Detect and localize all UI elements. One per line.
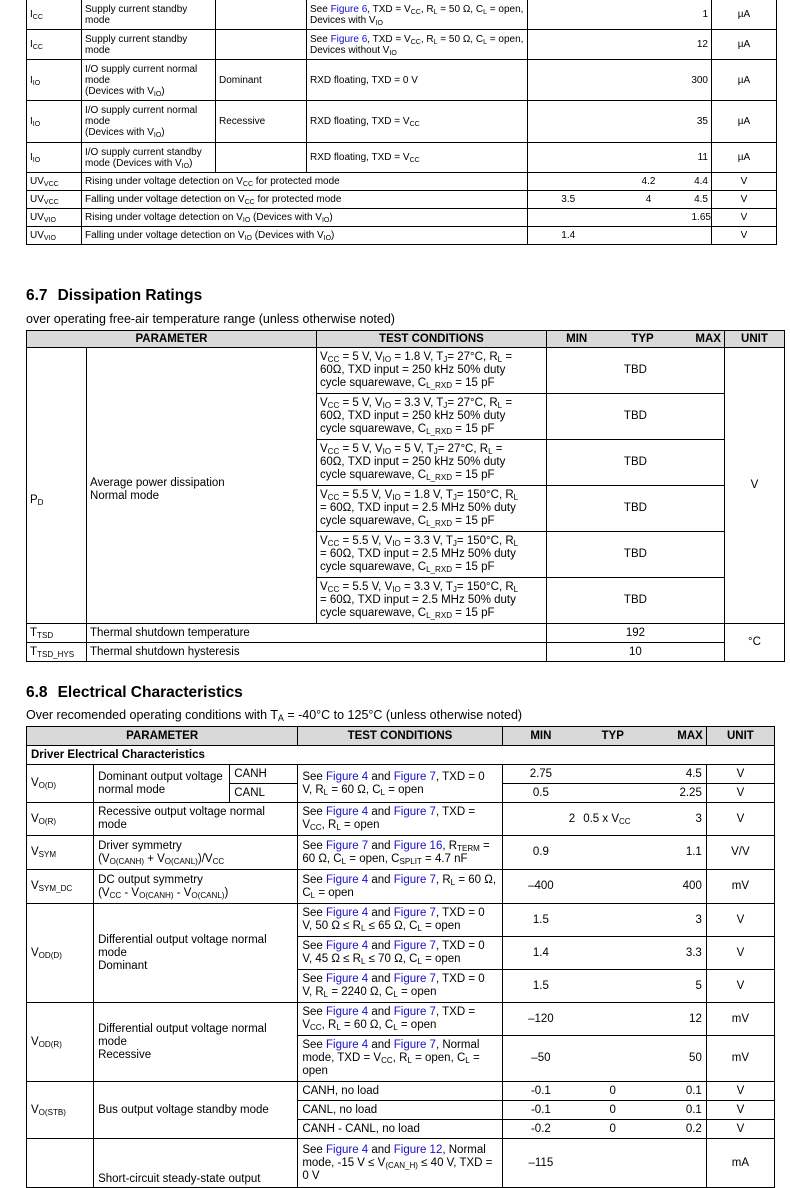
min-cell: –50 xyxy=(502,1036,579,1082)
max-cell: 2.25 xyxy=(646,784,706,803)
symbol-cell: $T_{TSD\_HYS}$ xyxy=(27,643,87,662)
figure-7-link[interactable]: Figure 7 xyxy=(393,907,436,919)
unit-cell: V xyxy=(712,227,777,245)
unit-cell: V xyxy=(706,784,774,803)
max-cell: 35 xyxy=(528,101,712,143)
min-cell: –400 xyxy=(502,870,579,904)
symbol-cell: $V_{SYM\_DC}$ xyxy=(27,870,94,904)
header-test-conditions: TEST CONDITIONS xyxy=(298,727,502,746)
max-cell: 4.5 xyxy=(646,765,706,784)
param-cell: DC output symmetry $(V_{CC} - V_{O(CANH)} - V_{O(CANL)})$ xyxy=(94,870,298,904)
typ-cell: 0 xyxy=(579,1120,646,1139)
table-row xyxy=(27,209,777,227)
unit-cell: V xyxy=(706,904,774,937)
test-cell: RXD floating, TXD = $V_{CC}$ xyxy=(307,143,528,173)
symbol-cell: $I_{IO}$ xyxy=(27,143,82,173)
table-row xyxy=(27,643,785,662)
unit-cell: µA xyxy=(712,30,777,60)
symbol-cell: $UV_{VIO}$ xyxy=(27,227,82,245)
test-cell: See Figure 6, TXD = $V_{CC}$, $R_L = 50$ Ω, $C_L$ = open, Devices without $V_{IO}$ xyxy=(307,30,528,60)
symbol-cell: $V_{O(STB)}$ xyxy=(27,1082,94,1139)
max-cell: 1.1 xyxy=(646,836,706,870)
symbol-cell: $V_{OD(R)}$ xyxy=(27,1003,94,1082)
cond-canl: CANL xyxy=(230,784,298,803)
min-cell: -0.1 xyxy=(502,1082,579,1101)
unit-cell: µA xyxy=(712,101,777,143)
figure-7-link[interactable]: Figure 7 xyxy=(393,973,436,985)
table-header-row xyxy=(27,331,785,348)
typ-cell xyxy=(609,227,689,245)
typ-cell: 192 xyxy=(546,624,724,643)
figure-4-link[interactable]: Figure 4 xyxy=(326,1006,369,1018)
symbol-cell: $UV_{VIO}$ xyxy=(27,209,82,227)
min-cell: –120 xyxy=(502,1003,579,1036)
test-cell: See Figure 6, TXD = $V_{CC}$, $R_L = 50$ Ω, $C_L$ = open, Devices with $V_{IO}$ xyxy=(307,0,528,30)
table-row xyxy=(27,1139,775,1188)
min-cell: 0.9 xyxy=(502,836,579,870)
typ-cell: TBD xyxy=(546,532,724,578)
typ-cell: 4.2 xyxy=(609,173,689,191)
typ-cell xyxy=(579,904,646,937)
param-cell: Differential output voltage normal mode Recessive xyxy=(94,1003,298,1082)
figure-7-link[interactable]: Figure 7 xyxy=(393,1039,436,1051)
typ-cell: 0.5 x $V_{CC}$ xyxy=(579,803,646,836)
typ-cell xyxy=(579,1003,646,1036)
max-cell: 0.1 xyxy=(646,1082,706,1101)
typ-cell xyxy=(579,870,646,904)
test-cell: RXD floating, TXD = $V_{CC}$ xyxy=(307,101,528,143)
unit-cell: µA xyxy=(712,0,777,30)
param-cell: I/O supply current normal mode (Devices with $V_{IO}$) xyxy=(82,60,216,101)
typ-cell: TBD xyxy=(546,394,724,440)
typ-cell xyxy=(579,836,646,870)
section-6-8-subtitle: Over recomended operating conditions with $T_A = -40^\circ C$ to 125°C (unless otherwise noted) xyxy=(26,708,523,723)
table-row xyxy=(27,0,777,30)
typ-cell: 10 xyxy=(546,643,724,662)
max-cell: 0.2 xyxy=(646,1120,706,1139)
header-typ: TYP xyxy=(579,727,646,746)
unit-cell: mV xyxy=(706,1003,774,1036)
section-6-7-heading: 6.7 Dissipation Ratings xyxy=(26,287,203,304)
section-6-7-subtitle: over operating free-air temperature range (unless otherwise noted) xyxy=(26,312,395,326)
table-row xyxy=(27,173,777,191)
max-cell: 0.1 xyxy=(646,1101,706,1120)
table-row xyxy=(27,624,785,643)
header-typ: TYP xyxy=(606,331,678,348)
param-cell: Supply current standby mode xyxy=(82,0,216,30)
test-cell: See Figure 4 and Figure 12, Normal mode, -15 $V \le V_{(CAN\_H)} \le 40$ V, TXD = 0 V xyxy=(298,1139,502,1188)
max-cell: 300 xyxy=(528,60,712,101)
figure-7-link[interactable]: Figure 7 xyxy=(393,873,436,886)
table-row xyxy=(27,60,777,101)
param-cell: Rising under voltage detection on $V_{CC}$ for protected mode xyxy=(82,173,528,191)
header-min: MIN xyxy=(546,331,606,348)
param-cell: Thermal shutdown hysteresis xyxy=(87,643,547,662)
test-cell: CANH - CANL, no load xyxy=(298,1120,502,1139)
cond-canh: CANH xyxy=(230,765,298,784)
test-cell: $V_{CC} = 5$ V, $V_{IO} = 5$ V, $T_J= 27^\circ C$, $R_L$ = 60Ω, TXD input = 250 kHz 50% duty cycle squarewave, $C_{L\_RXD} = 15$ pF xyxy=(316,440,546,486)
max-cell: 12 xyxy=(528,30,712,60)
param-cell: Recessive output voltage normal mode xyxy=(94,803,298,836)
typ-cell xyxy=(579,784,646,803)
symbol-cell: $V_{OD(D)}$ xyxy=(27,904,94,1003)
typ-cell: TBD xyxy=(546,440,724,486)
cond-cell xyxy=(216,30,307,60)
test-cell: See Figure 4 and Figure 7, $R_L = 60$ Ω, $C_L$ = open xyxy=(298,870,502,904)
typ-cell xyxy=(579,937,646,970)
max-cell xyxy=(689,227,712,245)
figure-4-link[interactable]: Figure 4 xyxy=(326,940,369,952)
header-max: MAX xyxy=(679,331,725,348)
table-row xyxy=(27,803,775,836)
figure-4-link[interactable]: Figure 4 xyxy=(326,1143,369,1156)
min-cell: 2 xyxy=(502,803,579,836)
typ-cell xyxy=(579,1139,646,1188)
max-cell: 400 xyxy=(646,870,706,904)
param-cell: I/O supply current standby mode (Devices with $V_{IO}$) xyxy=(82,143,216,173)
typ-cell: TBD xyxy=(546,486,724,532)
figure-7-link[interactable]: Figure 7 xyxy=(393,940,436,952)
test-cell: See Figure 4 and Figure 7, TXD = $V_{CC}$, $R_L$ = open xyxy=(298,803,502,836)
max-cell: 4.5 xyxy=(689,191,712,209)
unit-cell: V xyxy=(706,1101,774,1120)
header-test-conditions: TEST CONDITIONS xyxy=(316,331,546,348)
test-cell: See Figure 4 and Figure 7, TXD = 0 V, 45 $\Omega \le R_L \le 70$ Ω, $C_L$ = open xyxy=(298,937,502,970)
cond-cell: Recessive xyxy=(216,101,307,143)
symbol-cell: $P_D$ xyxy=(27,348,87,624)
min-cell: 1.4 xyxy=(502,937,579,970)
table-row xyxy=(27,143,777,173)
min-cell: 1.5 xyxy=(502,970,579,1003)
table-row xyxy=(27,1003,775,1036)
table-row xyxy=(27,870,775,904)
param-cell: Differential output voltage normal mode Dominant xyxy=(94,904,298,1003)
unit-cell: V xyxy=(712,191,777,209)
min-cell: 1.5 xyxy=(502,904,579,937)
symbol-cell: $T_{TSD}$ xyxy=(27,624,87,643)
test-cell: See Figure 4 and Figure 7, TXD = 0 V, $R_L = 60$ Ω, $C_L$ = open xyxy=(298,765,502,803)
figure-12-link[interactable]: Figure 12 xyxy=(393,1143,443,1156)
symbol-cell: $UV_{VCC}$ xyxy=(27,191,82,209)
cond-cell xyxy=(216,143,307,173)
unit-cell: µA xyxy=(712,60,777,101)
min-cell xyxy=(528,209,609,227)
min-cell: 0.5 xyxy=(502,784,579,803)
param-cell: Thermal shutdown temperature xyxy=(87,624,547,643)
max-cell: 1 xyxy=(528,0,712,30)
section-6-8-heading: 6.8 Electrical Characteristics xyxy=(26,684,243,701)
symbol-cell xyxy=(27,1139,94,1188)
typ-cell: 0 xyxy=(579,1082,646,1101)
test-cell: See Figure 7 and Figure 16, $R_{TERM} = 60$ Ω, $C_L$ = open, $C_{SPLIT} = 4.7$ nF xyxy=(298,836,502,870)
table-row xyxy=(27,1082,775,1101)
figure-4-link[interactable]: Figure 4 xyxy=(326,973,369,985)
header-parameter: PARAMETER xyxy=(27,331,317,348)
param-cell: Supply current standby mode xyxy=(82,30,216,60)
typ-cell: TBD xyxy=(546,348,724,394)
symbol-cell: $V_{O(D)}$ xyxy=(27,765,94,803)
typ-cell xyxy=(609,209,689,227)
test-cell: $V_{CC} = 5.5$ V, $V_{IO} = 1.8$ V, $T_J= 150^\circ C$, $R_L$ = 60Ω, TXD input = 2.5 MHz 50% duty cycle squarewave, $C_{L\_RXD} = 15$ pF xyxy=(316,486,546,532)
electrical-characteristics-table xyxy=(26,726,775,1188)
cond-cell: Dominant xyxy=(216,60,307,101)
figure-4-link[interactable]: Figure 4 xyxy=(326,873,369,886)
test-cell: $V_{CC} = 5$ V, $V_{IO} = 3.3$ V, $T_J= 27^\circ C$, $R_L$ = 60Ω, TXD input = 250 kHz 50% duty cycle squarewave, $C_{L\_RXD} = 15$ pF xyxy=(316,394,546,440)
figure-4-link[interactable]: Figure 4 xyxy=(326,907,369,919)
supply-current-table xyxy=(26,0,777,245)
max-cell: 1.65 xyxy=(689,209,712,227)
test-cell: CANL, no load xyxy=(298,1101,502,1120)
unit-cell: mA xyxy=(706,1139,774,1188)
unit-cell: V xyxy=(706,970,774,1003)
param-cell: Falling under voltage detection on $V_{CC}$ for protected mode xyxy=(82,191,528,209)
symbol-cell: $I_{IO}$ xyxy=(27,60,82,101)
unit-cell: µA xyxy=(712,143,777,173)
typ-cell xyxy=(579,1036,646,1082)
min-cell: 1.4 xyxy=(528,227,609,245)
param-cell: Rising under voltage detection on $V_{IO}$ (Devices with $V_{IO}$) xyxy=(82,209,528,227)
param-cell: Falling under voltage detection on $V_{IO}$ (Devices with $V_{IO}$) xyxy=(82,227,528,245)
figure-4-link[interactable]: Figure 4 xyxy=(326,1039,369,1051)
figure-6-link[interactable]: Figure 6 xyxy=(330,3,368,15)
param-cell: Bus output voltage standby mode xyxy=(94,1082,298,1139)
unit-cell: V xyxy=(706,803,774,836)
figure-7-link[interactable]: Figure 7 xyxy=(393,770,436,783)
param-cell: Average power dissipation Normal mode xyxy=(87,348,317,624)
figure-6-link[interactable]: Figure 6 xyxy=(330,33,368,45)
figure-7-link[interactable]: Figure 7 xyxy=(326,839,369,852)
typ-cell xyxy=(579,765,646,784)
symbol-cell: $I_{CC}$ xyxy=(27,30,82,60)
min-cell xyxy=(528,173,609,191)
param-cell: Dominant output voltage normal mode xyxy=(94,765,230,803)
symbol-cell: $I_{IO}$ xyxy=(27,101,82,143)
max-cell: 12 xyxy=(646,1003,706,1036)
max-cell: 5 xyxy=(646,970,706,1003)
min-cell: 3.5 xyxy=(528,191,609,209)
unit-cell: mV xyxy=(706,870,774,904)
group-header-row xyxy=(27,746,775,765)
table-row xyxy=(27,30,777,60)
dissipation-ratings-table xyxy=(26,330,785,662)
max-cell: 3 xyxy=(646,803,706,836)
max-cell: 3 xyxy=(646,904,706,937)
symbol-cell: $V_{SYM}$ xyxy=(27,836,94,870)
table-header-row xyxy=(27,727,775,746)
typ-cell: 0 xyxy=(579,1101,646,1120)
figure-7-link[interactable]: Figure 7 xyxy=(393,806,436,818)
group-driver-electrical: Driver Electrical Characteristics xyxy=(27,746,775,765)
min-cell: –115 xyxy=(502,1139,579,1188)
table-row xyxy=(27,227,777,245)
test-cell: $V_{CC} = 5.5$ V, $V_{IO} = 3.3$ V, $T_J= 150^\circ C$, $R_L$ = 60Ω, TXD input = 2.5 MHz 50% duty cycle squarewave, $C_{L\_RXD} = 15$ pF xyxy=(316,578,546,624)
cond-cell xyxy=(216,0,307,30)
unit-cell: V xyxy=(712,173,777,191)
unit-cell: V/V xyxy=(706,836,774,870)
unit-cell: °C xyxy=(724,624,784,662)
unit-cell: V xyxy=(706,937,774,970)
unit-cell: V xyxy=(706,1120,774,1139)
unit-cell: V xyxy=(724,348,784,624)
min-cell: -0.1 xyxy=(502,1101,579,1120)
max-cell xyxy=(646,1139,706,1188)
figure-4-link[interactable]: Figure 4 xyxy=(326,806,369,818)
symbol-cell: $I_{CC}$ xyxy=(27,0,82,30)
test-cell: $V_{CC} = 5.5$ V, $V_{IO} = 3.3$ V, $T_J= 150^\circ C$, $R_L$ = 60Ω, TXD input = 2.5 MHz 50% duty cycle squarewave, $C_{L\_RXD} = 15$ pF xyxy=(316,532,546,578)
test-cell: See Figure 4 and Figure 7, Normal mode, TXD = $V_{CC}$, $R_L$ = open, $C_L$ = open xyxy=(298,1036,502,1082)
typ-cell: TBD xyxy=(546,578,724,624)
table-row xyxy=(27,191,777,209)
figure-7-link[interactable]: Figure 7 xyxy=(393,1006,436,1018)
table-row xyxy=(27,348,785,394)
param-cell: Short-circuit steady-state output xyxy=(94,1139,298,1188)
unit-cell: V xyxy=(706,1082,774,1101)
test-cell: See Figure 4 and Figure 7, TXD = 0 V, 50 $\Omega \le R_L \le 65$ Ω, $C_L$ = open xyxy=(298,904,502,937)
header-max: MAX xyxy=(646,727,706,746)
table-row xyxy=(27,765,775,784)
typ-cell: 4 xyxy=(609,191,689,209)
test-cell: See Figure 4 and Figure 7, TXD = $V_{CC}$, $R_L = 60$ Ω, $C_L$ = open xyxy=(298,1003,502,1036)
unit-cell: V xyxy=(712,209,777,227)
typ-cell xyxy=(579,970,646,1003)
max-cell: 4.4 xyxy=(689,173,712,191)
max-cell: 50 xyxy=(646,1036,706,1082)
header-unit: UNIT xyxy=(706,727,774,746)
test-cell: RXD floating, TXD = 0 V xyxy=(307,60,528,101)
table-row xyxy=(27,101,777,143)
symbol-cell: $V_{O(R)}$ xyxy=(27,803,94,836)
header-parameter: PARAMETER xyxy=(27,727,298,746)
table-row xyxy=(27,836,775,870)
test-cell: CANH, no load xyxy=(298,1082,502,1101)
figure-16-link[interactable]: Figure 16 xyxy=(393,839,443,852)
param-cell: I/O supply current normal mode (Devices with $V_{IO}$) xyxy=(82,101,216,143)
test-cell: See Figure 4 and Figure 7, TXD = 0 V, $R_L = 2240$ Ω, $C_L$ = open xyxy=(298,970,502,1003)
min-cell: -0.2 xyxy=(502,1120,579,1139)
unit-cell: mV xyxy=(706,1036,774,1082)
max-cell: 3.3 xyxy=(646,937,706,970)
test-cell: $V_{CC} = 5$ V, $V_{IO} = 1.8$ V, $T_J= 27^\circ C$, $R_L$ = 60Ω, TXD input = 250 kHz 50% duty cycle squarewave, $C_{L\_RXD} = 15$ pF xyxy=(316,348,546,394)
min-cell: 2.75 xyxy=(502,765,579,784)
header-unit: UNIT xyxy=(724,331,784,348)
figure-4-link[interactable]: Figure 4 xyxy=(326,770,369,783)
symbol-cell: $UV_{VCC}$ xyxy=(27,173,82,191)
max-cell: 11 xyxy=(528,143,712,173)
header-min: MIN xyxy=(502,727,579,746)
table-row xyxy=(27,904,775,937)
unit-cell: V xyxy=(706,765,774,784)
param-cell: Driver symmetry $(V_{O(CANH)} + V_{O(CANL)})/V_{CC}$ xyxy=(94,836,298,870)
